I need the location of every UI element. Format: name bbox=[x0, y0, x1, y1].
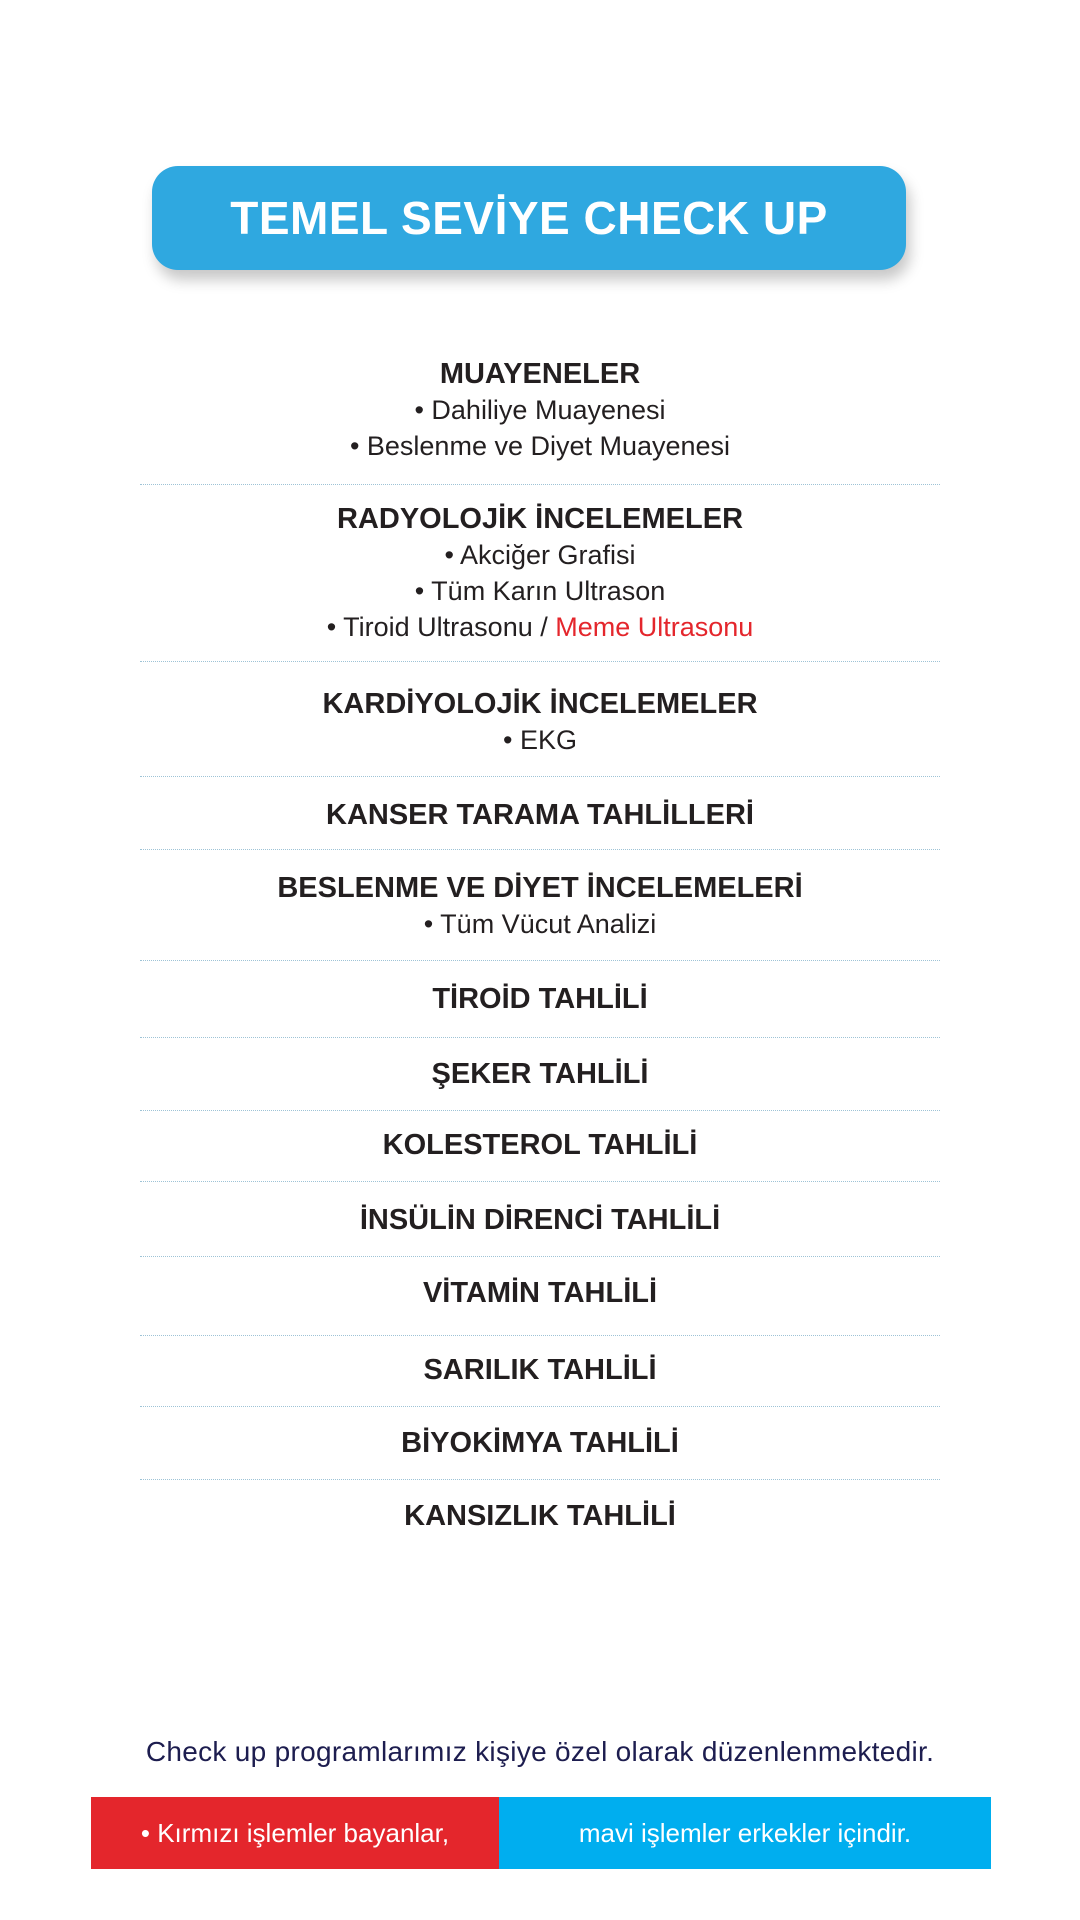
section-title: İNSÜLİN DİRENCİ TAHLİLİ bbox=[359, 1204, 721, 1236]
list-item: • Tüm Vücut Analizi bbox=[423, 909, 657, 939]
section-title: BİYOKİMYA TAHLİLİ bbox=[401, 1427, 679, 1459]
section-title: SARILIK TAHLİLİ bbox=[423, 1354, 657, 1386]
section-kardiyolojik bbox=[140, 662, 940, 776]
section-title: KOLESTEROL TAHLİLİ bbox=[382, 1129, 698, 1161]
section-title: TİROİD TAHLİLİ bbox=[432, 983, 648, 1015]
section-biyokimya bbox=[140, 1407, 940, 1479]
section-vitamin bbox=[140, 1257, 940, 1335]
section-muayeneler bbox=[140, 350, 940, 484]
section-title: KANSER TARAMA TAHLİLLERİ bbox=[326, 799, 754, 831]
title-banner bbox=[152, 166, 906, 270]
legend-bar bbox=[91, 1797, 991, 1869]
footer-note: Check up programlarımız kişiye özel olarak düzenlenmektedir. bbox=[145, 1736, 935, 1767]
section-insulin bbox=[140, 1182, 940, 1256]
section-title: MUAYENELER bbox=[439, 358, 641, 390]
section-title: ŞEKER TAHLİLİ bbox=[431, 1058, 649, 1090]
section-title: KANSIZLIK TAHLİLİ bbox=[404, 1500, 676, 1532]
section-sarilik bbox=[140, 1336, 940, 1406]
legend-male: mavi işlemler erkekler içindir. bbox=[499, 1797, 991, 1869]
page-title: TEMEL SEVİYE CHECK UP bbox=[230, 192, 828, 244]
female-item-text: Meme Ultrasonu bbox=[555, 612, 754, 642]
section-title: RADYOLOJİK İNCELEMELER bbox=[336, 503, 744, 535]
list-item: • Tüm Karın Ultrason bbox=[414, 576, 666, 606]
list-item: • Beslenme ve Diyet Muayenesi bbox=[349, 431, 731, 461]
section-title: VİTAMİN TAHLİLİ bbox=[422, 1277, 658, 1309]
list-item: • EKG bbox=[503, 725, 577, 755]
list-item-mixed bbox=[140, 609, 940, 645]
section-title: BESLENME VE DİYET İNCELEMELERİ bbox=[277, 872, 803, 904]
section-seker bbox=[140, 1038, 940, 1110]
section-tiroid bbox=[140, 961, 940, 1037]
section-kanser bbox=[140, 777, 940, 849]
item-text: • Tiroid Ultrasonu / bbox=[326, 612, 556, 642]
section-title: KARDİYOLOJİK İNCELEMELER bbox=[322, 688, 758, 720]
list-item: • Dahiliye Muayenesi bbox=[414, 395, 666, 425]
section-kansizlik bbox=[140, 1480, 940, 1552]
section-beslenme bbox=[140, 850, 940, 960]
section-radyolojik bbox=[140, 485, 940, 661]
list-item: • Akciğer Grafisi bbox=[444, 540, 636, 570]
legend-female: • Kırmızı işlemler bayanlar, bbox=[91, 1797, 499, 1869]
section-kolesterol bbox=[140, 1111, 940, 1181]
checkup-list bbox=[140, 350, 940, 1552]
